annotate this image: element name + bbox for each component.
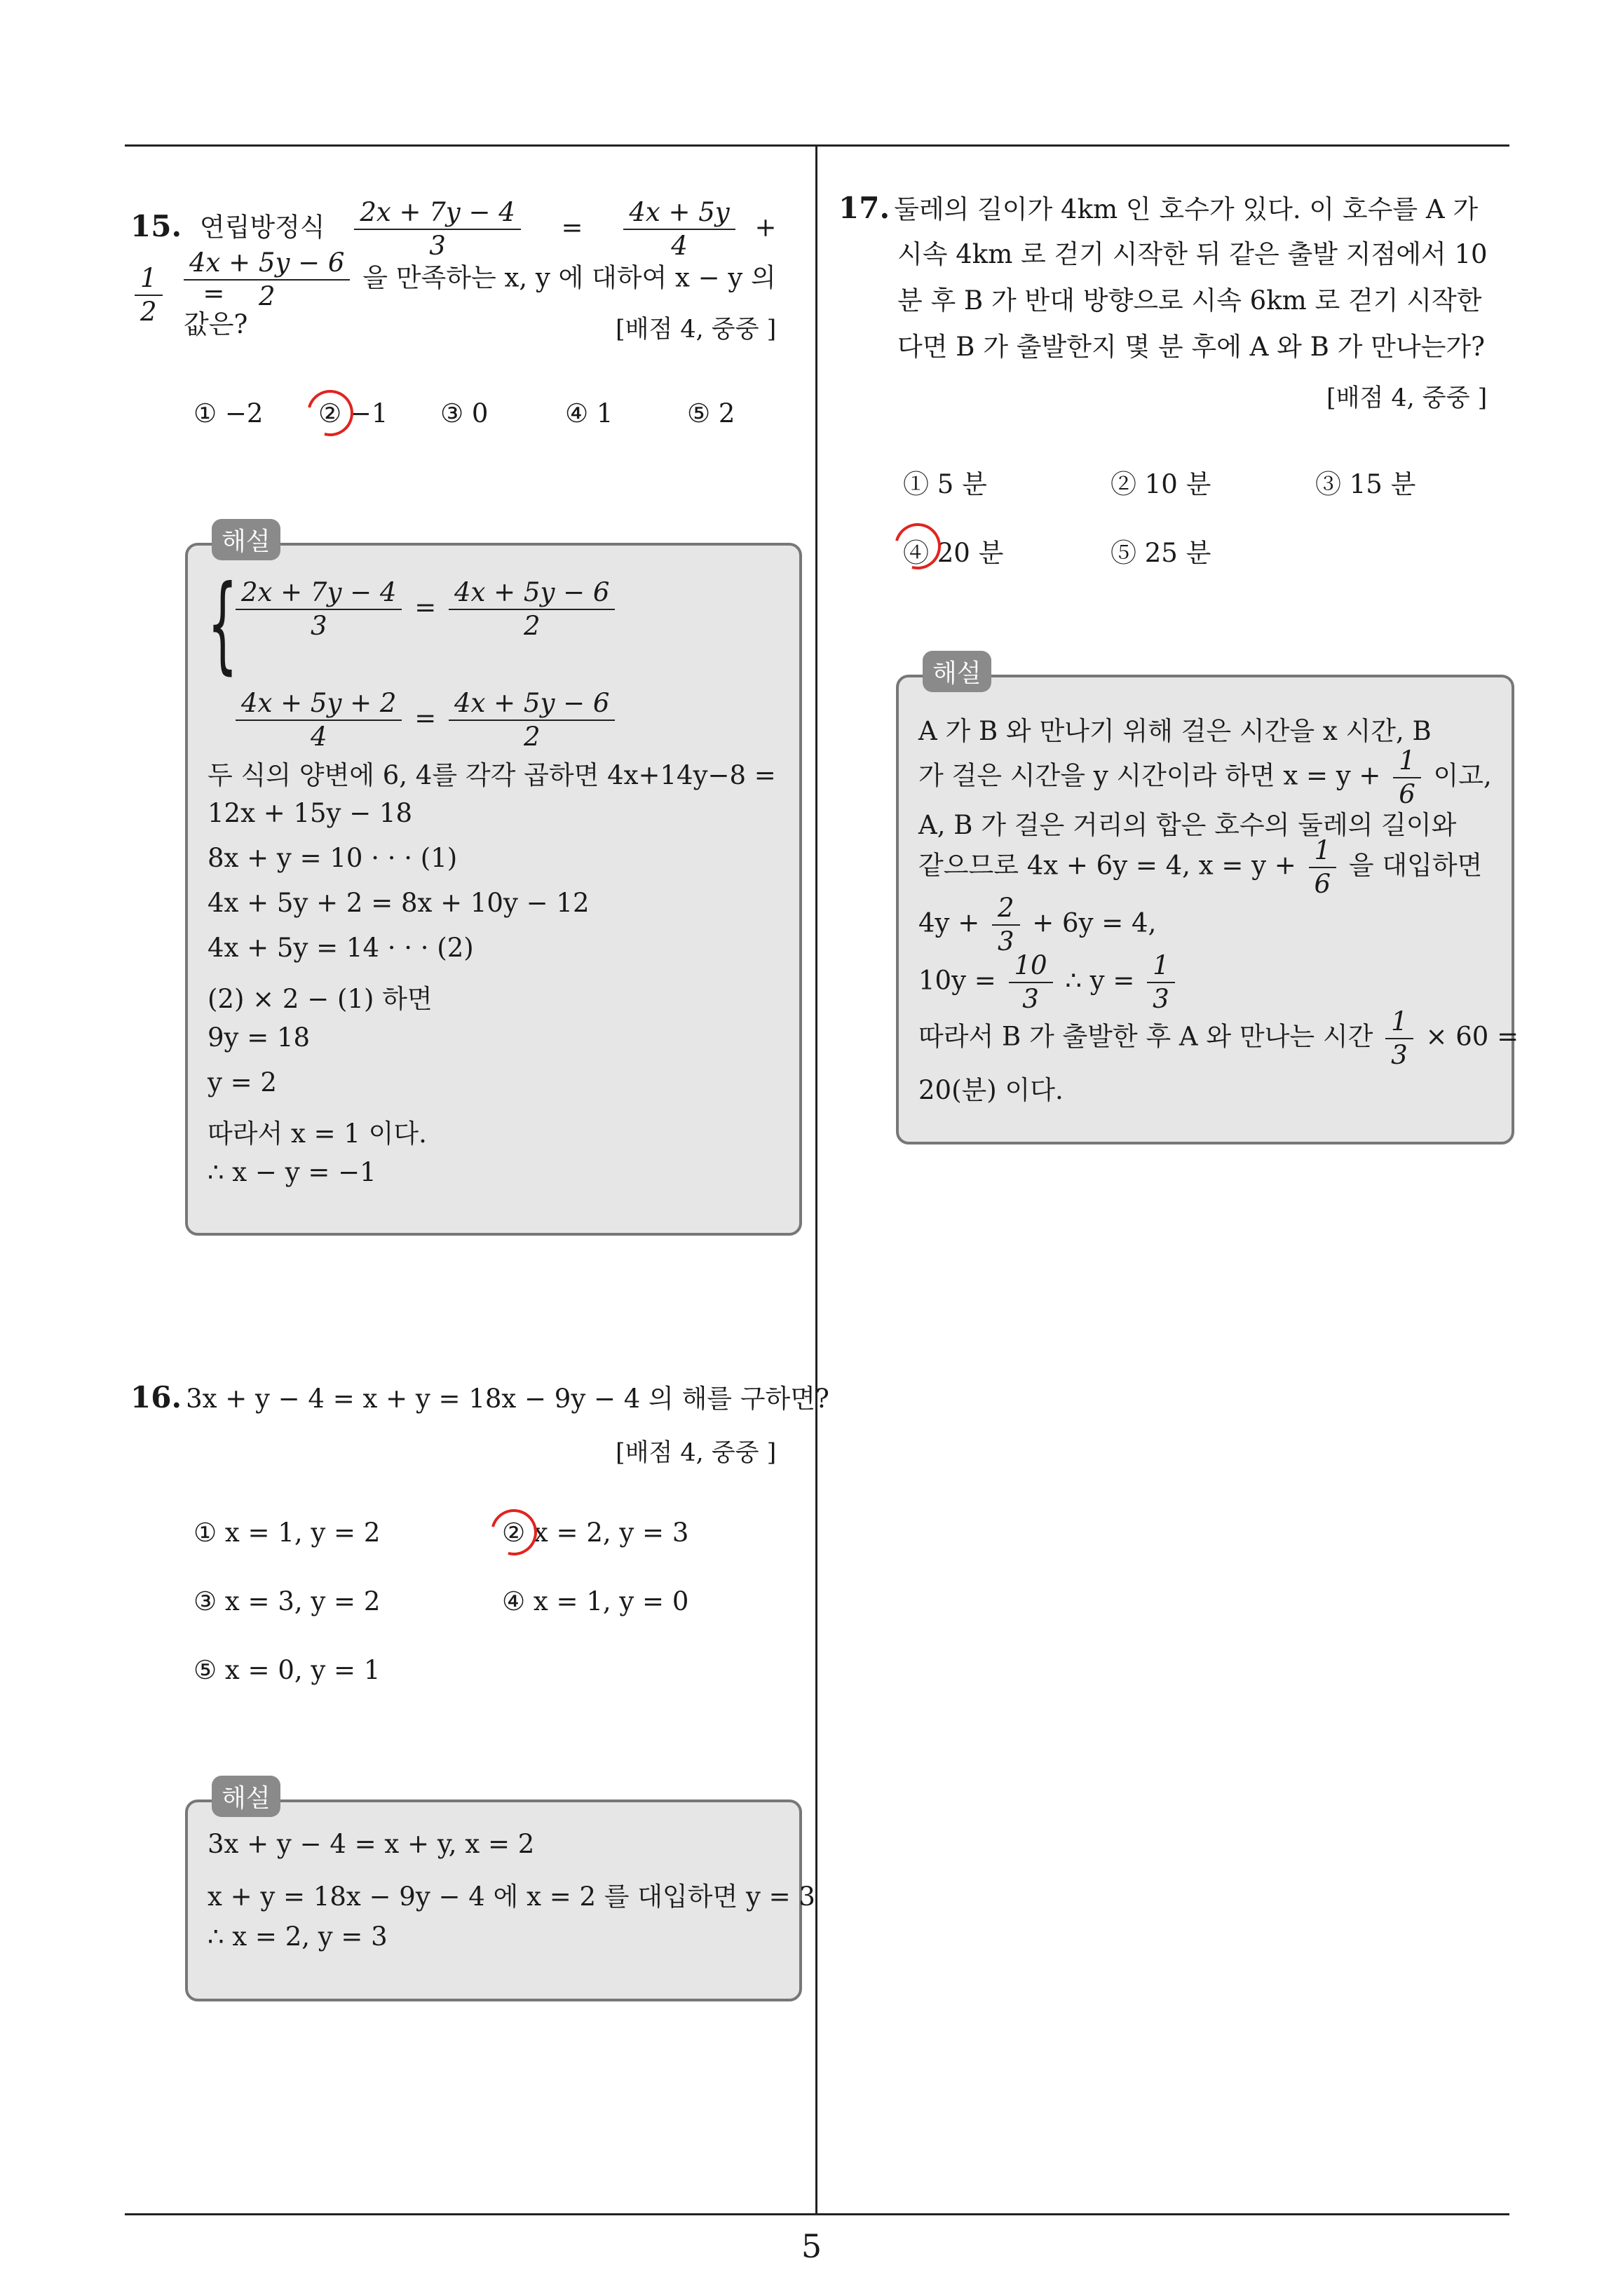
solution-line: 두 식의 양변에 6, 4를 각각 곱하면 4x+14y−8 = (208, 760, 776, 790)
q17-text: 둘레의 길이가 4km 인 호수가 있다. 이 호수를 A 가 (894, 194, 1479, 224)
solution-line: A 가 B 와 만나기 위해 걸은 시간을 x 시간, B (918, 716, 1432, 746)
option-2[interactable]: ② 10 분 (1111, 469, 1211, 499)
q15-line3: 값은? (184, 309, 248, 339)
plus-sign: + (754, 212, 777, 243)
solution-line: 4x + 5y + 2 = 8x + 10y − 12 (208, 888, 590, 918)
option-1[interactable]: ① 5 분 (903, 469, 987, 499)
solution-line: 같으므로 4x + 6y = 4, x = y + $\frac{1}{6}$ 을 대입하면 (918, 835, 1483, 899)
q17-line1 (838, 185, 1478, 233)
score-label: [배점 4, 중중 ] (616, 1439, 777, 1467)
solution-line: x + y = 18x − 9y − 4 에 x = 2 를 대입하면 y = 3 (208, 1882, 815, 1912)
q15-text: 을 만족하는 x, y 에 대하여 x − y 의 (362, 262, 776, 293)
page-number: 5 (801, 2227, 822, 2265)
solution-line: 4x + 5y = 14 · · · (2) (208, 933, 474, 963)
q15-fraction-4: $\frac{4x + 5y - 6}{2}$ (184, 247, 350, 313)
q16-line1 (130, 1375, 829, 1422)
question-number: 16. (130, 1380, 182, 1414)
solution-line: 10y = $\frac{10}{3}$ ∴ y = $\frac{1}{3}$ (918, 950, 1179, 1015)
question-number: 17. (838, 191, 890, 225)
solution-line: (2) × 2 − (1) 하면 (208, 984, 433, 1014)
solution-line: 8x + y = 10 · · · (1) (208, 843, 458, 873)
solution-line: ∴ x − y = −1 (208, 1157, 376, 1187)
option-1[interactable]: ① −2 (193, 398, 264, 428)
q15-lead: 연립방정식 (199, 212, 325, 243)
solution-line: 가 걸은 시간을 y 시간이라 하면 x = y + $\frac{1}{6}$ 이고, (918, 745, 1492, 809)
q15-fraction-3: $\frac{1}{2}$ (135, 262, 163, 328)
solution-equation-2: $\frac{4x + 5y + 2}{4}$ = $\frac{4x + 5y - 6}{2}$ (231, 687, 619, 753)
option-5[interactable]: ⑤ 2 (687, 398, 735, 428)
option-3[interactable]: ③ 0 (440, 398, 489, 428)
option-1[interactable]: ① x = 1, y = 2 (193, 1518, 381, 1548)
score-label: [배점 4, 중중 ] (1326, 384, 1488, 412)
solution-line: 4y + $\frac{2}{3}$ + 6y = 4, (918, 893, 1157, 957)
answer-mark-circle (482, 1501, 545, 1564)
option-3[interactable]: ③ 15 분 (1315, 469, 1416, 499)
solution-tab: 해설 (212, 519, 280, 560)
option-5[interactable]: ⑤ x = 0, y = 1 (193, 1655, 381, 1685)
q15-fraction-1: $\frac{2x + 7y - 4}{3}$ (354, 196, 520, 262)
option-2[interactable]: ② x = 2, y = 3 (502, 1518, 689, 1548)
equals-sign: = (203, 278, 225, 309)
column-divider (815, 144, 817, 2215)
option-2[interactable]: ② −1 (318, 398, 388, 428)
q16-text: 3x + y − 4 = x + y = 18x − 9y − 4 의 해를 구하면? (186, 1384, 829, 1414)
solution-tab: 해설 (212, 1776, 280, 1817)
solution-tab: 해설 (923, 651, 991, 692)
solution-line: A, B 가 걸은 거리의 합은 호수의 둘레의 길이와 (918, 810, 1457, 840)
bottom-rule (125, 2213, 1509, 2215)
q17-text: 시속 4km 로 걷기 시작한 뒤 같은 출발 지점에서 10 (897, 239, 1488, 269)
q17-text: 분 후 B 가 반대 방향으로 시속 6km 로 걷기 시작한 (897, 285, 1482, 316)
option-4[interactable]: ④ x = 1, y = 0 (502, 1586, 689, 1616)
solution-line: 20(분) 이다. (918, 1075, 1064, 1105)
option-3[interactable]: ③ x = 3, y = 2 (193, 1586, 381, 1616)
q15-fraction-2: $\frac{4x + 5y}{4}$ (623, 196, 735, 262)
solution-equation-1: $\frac{2x + 7y - 4}{3}$ = $\frac{4x + 5y - 6}{2}$ (231, 576, 619, 642)
equals-sign: = (561, 212, 583, 243)
solution-line: 12x + 15y − 18 (208, 798, 413, 828)
option-4[interactable]: ④ 1 (565, 398, 613, 428)
answer-mark-circle (299, 381, 362, 445)
q17-text: 다면 B 가 출발한지 몇 분 후에 A 와 B 가 만나는가? (897, 332, 1485, 362)
score-label: [배점 4, 중중 ] (616, 316, 777, 344)
solution-line: ∴ x = 2, y = 3 (208, 1922, 388, 1952)
option-5[interactable]: ⑤ 25 분 (1111, 538, 1211, 568)
solution-line: 3x + y − 4 = x + y, x = 2 (208, 1829, 535, 1859)
option-4[interactable]: ④ 20 분 (903, 538, 1004, 568)
solution-line: y = 2 (208, 1067, 277, 1098)
q15-line2 (184, 247, 801, 313)
question-number: 15. (130, 208, 182, 243)
solution-line: 따라서 B 가 출발한 후 A 와 만나는 시간 $\frac{1}{3}$ × 60 = (918, 1006, 1519, 1070)
system-brace: { (208, 563, 238, 685)
solution-line: 따라서 x = 1 이다. (208, 1119, 427, 1149)
solution-line: 9y = 18 (208, 1022, 311, 1053)
